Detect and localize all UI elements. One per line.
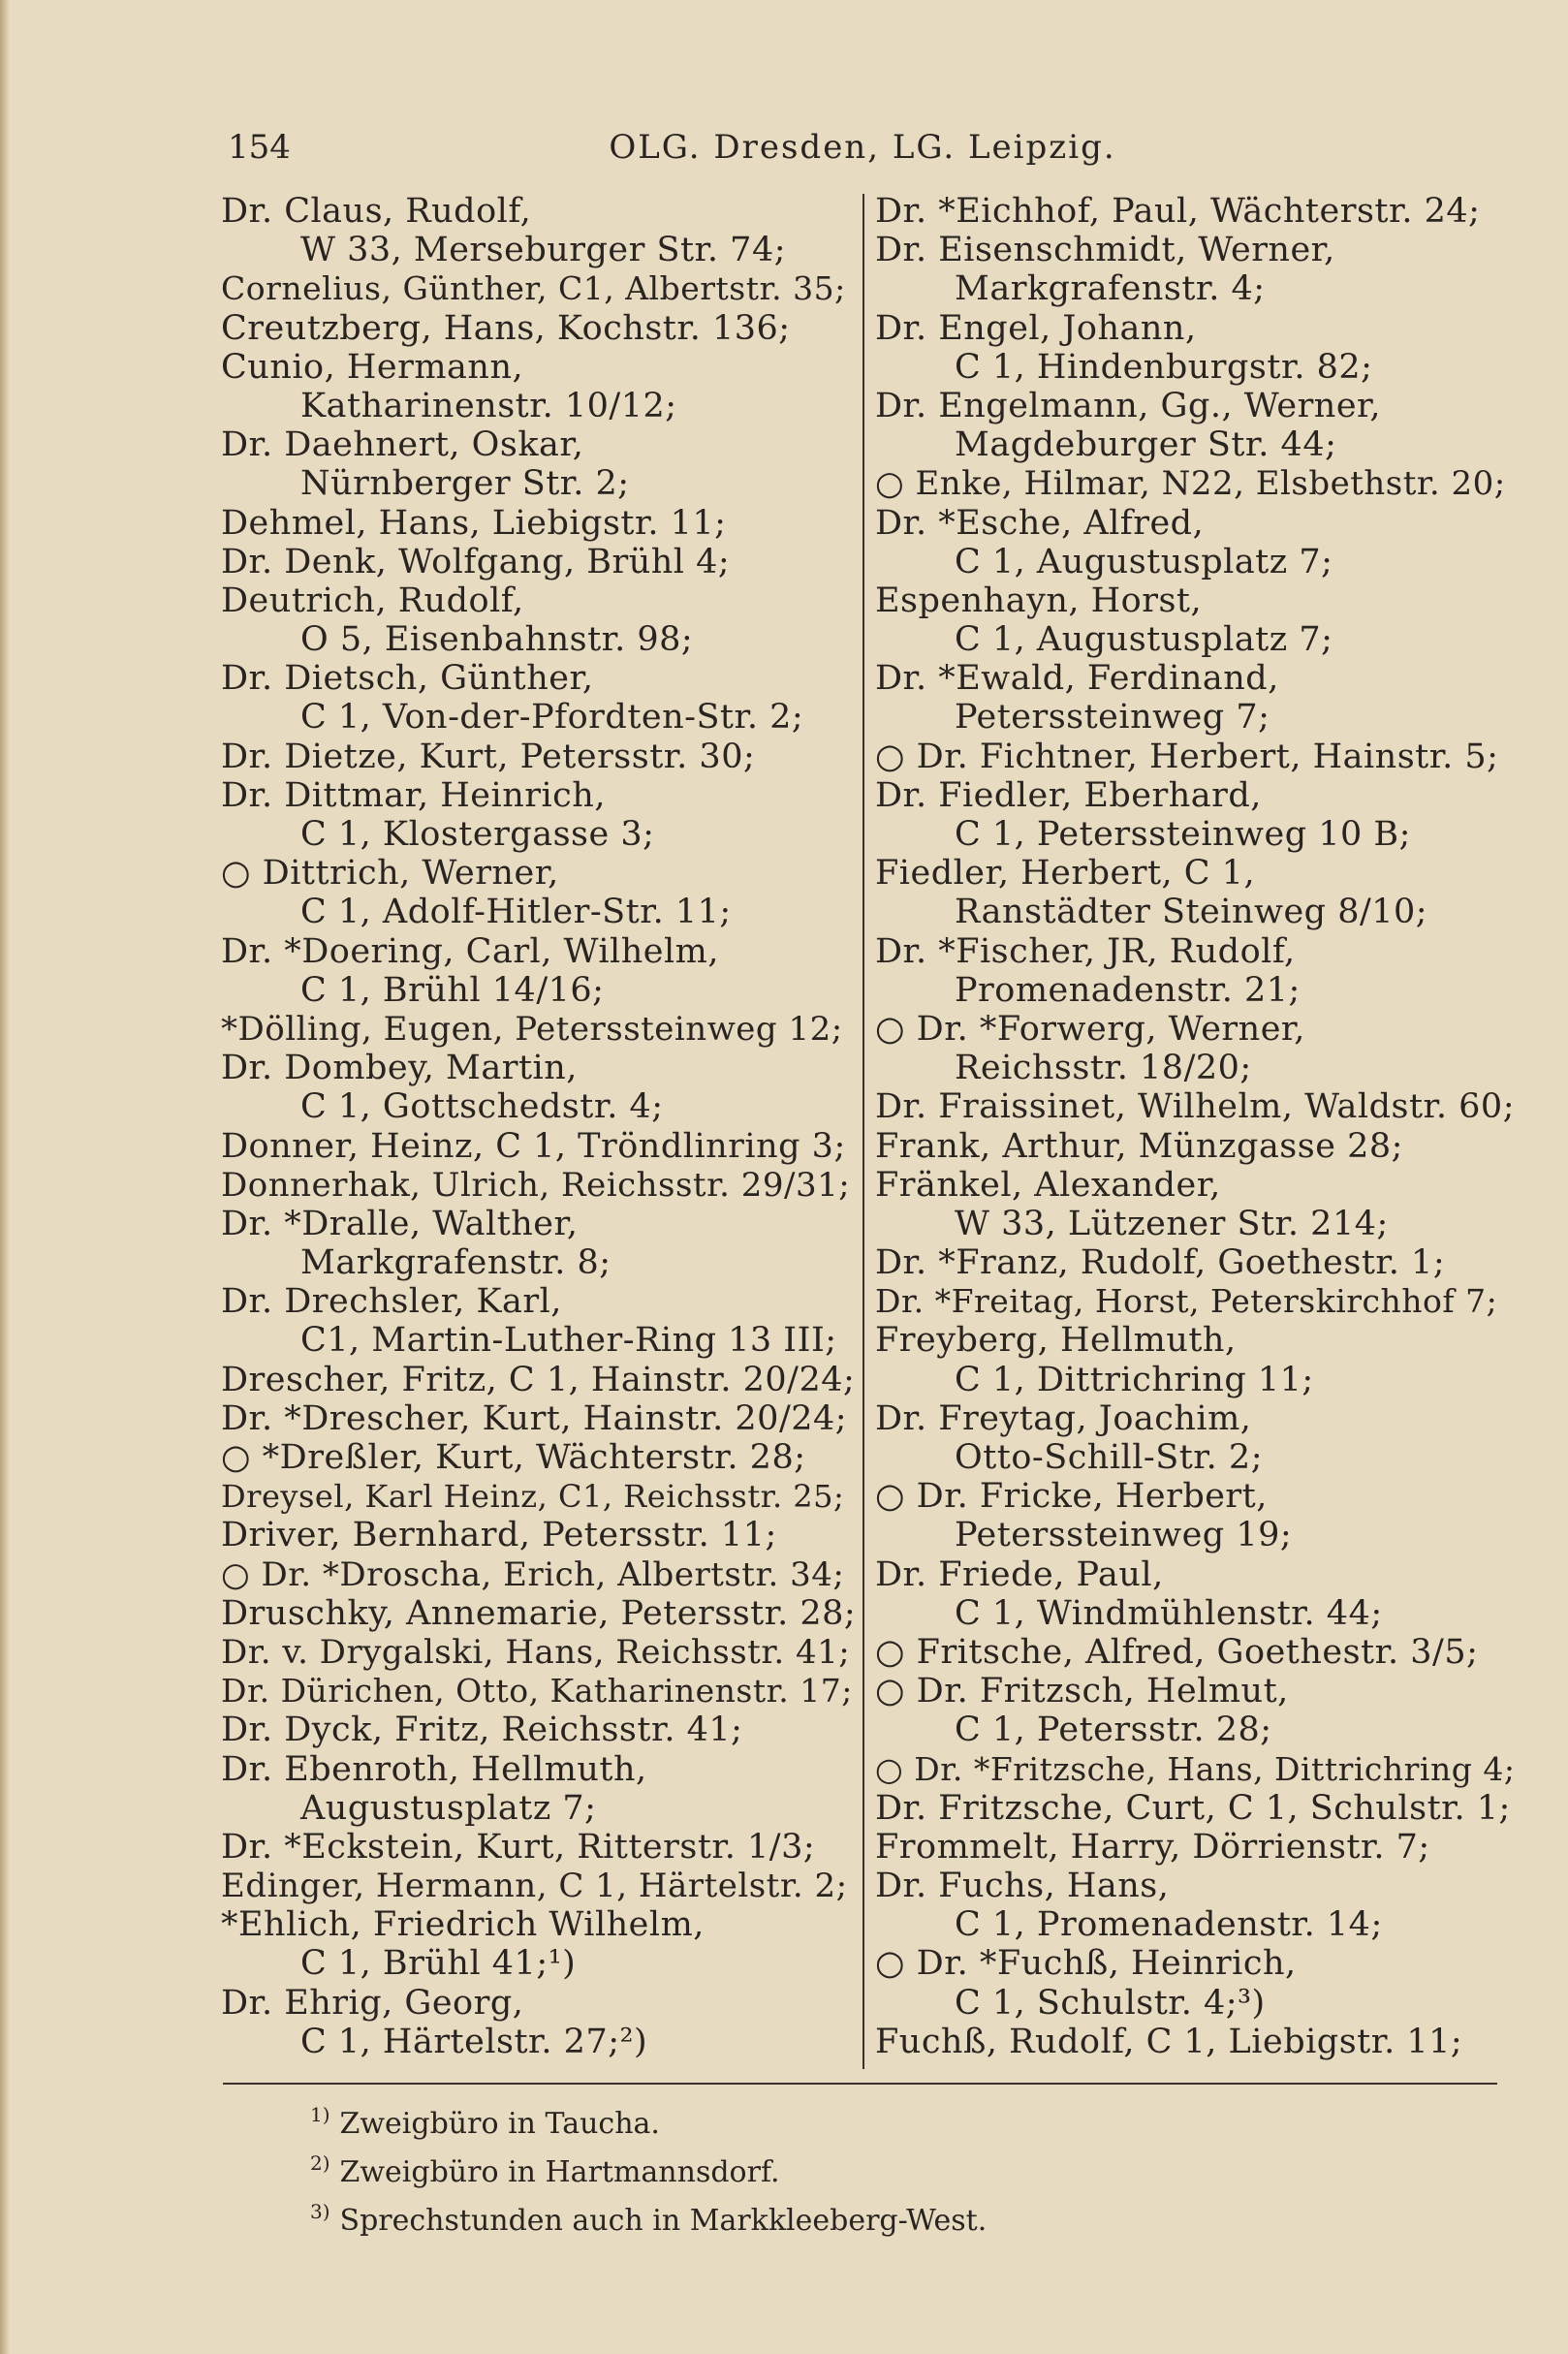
directory-entry-line: C 1, Brühl 14/16; [300,970,605,1010]
directory-entry-line: C 1, Petersstr. 28; [955,1711,1272,1750]
page-edge [0,0,10,2354]
directory-entry-line: Dr. *Esche, Alfred, [875,503,1205,543]
directory-entry-line: Dr. Claus, Rudolf, [221,192,532,231]
directory-entry-line: Dr. Drechsler, Karl, [221,1282,562,1322]
directory-entry-line: Dr. Dietsch, Günther, [221,659,594,699]
footnote [310,2144,987,2192]
directory-entry-line: Cornelius, Günther, C1, Albertstr. 35; [221,269,846,308]
directory-entry-line: Frommelt, Harry, Dörrienstr. 7; [875,1827,1430,1867]
left-column [221,192,856,2061]
footnote-rule [223,2083,1497,2085]
directory-entry-line: Dehmel, Hans, Liebigstr. 11; [221,503,727,543]
directory-entry-line: C 1, Gottschedstr. 4; [300,1087,664,1127]
directory-entry-line: ○ Dr. Fricke, Herbert, [875,1477,1268,1517]
directory-entry-line: W 33, Merseburger Str. 74; [300,231,787,270]
directory-entry-line: *Ehlich, Friedrich Wilhelm, [221,1905,705,1945]
directory-entry-line: ○ Dr. Fritzsch, Helmut, [875,1672,1289,1711]
directory-entry-line: Dr. *Doering, Carl, Wilhelm, [221,931,719,971]
directory-entry-line: ○ *Dreßler, Kurt, Wächterstr. 28; [221,1438,806,1477]
directory-entry-line: ○ Dittrich, Werner, [221,854,559,894]
directory-entry-line: Druschky, Annemarie, Petersstr. 28; [221,1593,857,1633]
directory-entry-line: C 1, Augustusplatz 7; [955,542,1333,581]
directory-entry-line: Dr. Dietze, Kurt, Petersstr. 30; [221,737,756,776]
directory-entry-line: C 1, Augustusplatz 7; [955,620,1333,660]
directory-entry-line: Dr. Ehrig, Georg, [221,1983,524,2023]
directory-entry-line: Otto-Schill-Str. 2; [955,1438,1263,1477]
directory-entry-line: Edinger, Hermann, C 1, Härtelstr. 2; [221,1867,848,1906]
directory-entry-line: Drescher, Fritz, C 1, Hainstr. 20/24; [221,1360,856,1399]
directory-entry-line: Dr. Fraissinet, Wilhelm, Waldstr. 60; [875,1087,1515,1127]
directory-entry-line: Dr. Fuchs, Hans, [875,1867,1170,1906]
footnote [310,2095,987,2144]
directory-entry-line: Dreysel, Karl Heinz, C1, Reichsstr. 25; [221,1478,845,1516]
directory-entry-line: Dr. *Eichhof, Paul, Wächterstr. 24; [875,192,1481,231]
directory-entry-line: ○ Enke, Hilmar, N22, Elsbethstr. 20; [875,464,1506,504]
directory-entry-line: C 1, Schulstr. 4;³) [955,1983,1266,2023]
directory-entry-line: Frank, Arthur, Münzgasse 28; [875,1126,1403,1166]
directory-entry-line: Dr. Dürichen, Otto, Katharinenstr. 17; [221,1672,853,1711]
directory-entry-line: Espenhayn, Horst, [875,581,1203,620]
directory-entry-line: Peterssteinweg 7; [955,698,1270,738]
directory-entry-line: Dr. *Fischer, JR, Rudolf, [875,931,1296,971]
directory-entry-line: Dr. Friede, Paul, [875,1554,1164,1594]
directory-entry-line: Katharinenstr. 10/12; [300,386,677,425]
footnote-mark: 3) [310,2200,330,2223]
directory-entry-line: Fiedler, Herbert, C 1, [875,854,1256,894]
footnote [310,2192,987,2241]
directory-entry-line: C 1, Von-der-Pfordten-Str. 2; [300,698,804,738]
footnote-text: Zweigbüro in Hartmannsdorf. [339,2155,780,2189]
directory-entry-line: Dr. Dyck, Fritz, Reichsstr. 41; [221,1711,743,1750]
directory-entry-line: Donner, Heinz, C 1, Tröndlinring 3; [221,1126,846,1166]
directory-entry-line: C1, Martin-Luther-Ring 13 III; [300,1321,837,1361]
directory-entry-line: C 1, Klostergasse 3; [300,815,655,854]
directory-entry-line: Dr. *Franz, Rudolf, Goethestr. 1; [875,1243,1446,1283]
directory-entry-line: Promenadenstr. 21; [955,970,1301,1010]
footnote-mark: 2) [310,2151,330,2175]
directory-entry-line: Dr. *Ewald, Ferdinand, [875,659,1279,699]
directory-entry-line: ○ Dr. *Forwerg, Werner, [875,1009,1305,1049]
directory-entry-line: Magdeburger Str. 44; [955,425,1337,465]
directory-entry-line: Dr. *Freitag, Horst, Peterskirchhof 7; [875,1282,1498,1321]
directory-entry-line: ○ Dr. *Fuchß, Heinrich, [875,1944,1297,1984]
directory-entry-line: C 1, Dittrichring 11; [955,1360,1314,1399]
directory-entry-line: C 1, Promenadenstr. 14; [955,1905,1383,1945]
directory-entry-line: Dr. *Dralle, Walther, [221,1204,579,1243]
directory-entry-line: ○ Dr. *Fritzsche, Hans, Dittrichring 4; [875,1749,1516,1788]
directory-entry-line: W 33, Lützener Str. 214; [955,1204,1389,1243]
directory-entry-line: Fränkel, Alexander, [875,1165,1221,1205]
column-divider [862,194,864,2069]
page-number: 154 [228,128,291,167]
directory-entry-line: Dr. Eisenschmidt, Werner, [875,231,1335,270]
directory-entry-line: C 1, Härtelstr. 27;²) [300,2022,648,2061]
directory-entry-line: Markgrafenstr. 8; [300,1243,612,1283]
directory-entry-line: Augustusplatz 7; [300,1788,597,1828]
directory-entry-line: Dr. Daehnert, Oskar, [221,425,584,465]
directory-entry-line: C 1, Adolf-Hitler-Str. 11; [300,893,732,932]
directory-entry-line: O 5, Eisenbahnstr. 98; [300,620,694,660]
directory-entry-line: Creutzberg, Hans, Kochstr. 136; [221,308,791,348]
directory-entry-line: Freyberg, Hellmuth, [875,1321,1237,1361]
directory-entry-line: C 1, Hindenburgstr. 82; [955,347,1373,387]
footnote-text: Sprechstunden auch in Markkleeberg-West. [339,2204,988,2238]
directory-entry-line: ○ Fritsche, Alfred, Goethestr. 3/5; [875,1632,1479,1672]
directory-entry-line: Dr. Ebenroth, Hellmuth, [221,1749,647,1789]
directory-entry-line: Dr. Denk, Wolfgang, Brühl 4; [221,542,731,581]
running-head: OLG. Dresden, LG. Leipzig. [609,128,1116,167]
directory-entry-line: Ranstädter Steinweg 8/10; [955,893,1428,932]
directory-entry-line: Driver, Bernhard, Petersstr. 11; [221,1516,777,1555]
directory-entry-line: *Dölling, Eugen, Peterssteinweg 12; [221,1009,843,1049]
directory-entry-line: Markgrafenstr. 4; [955,269,1266,309]
footnote-text: Zweigbüro in Taucha. [339,2107,660,2141]
directory-entry-line: Dr. Engelmann, Gg., Werner, [875,386,1382,425]
footnotes [310,2095,987,2241]
directory-entry-line: Dr. v. Drygalski, Hans, Reichsstr. 41; [221,1632,851,1672]
directory-entry-line: ○ Dr. Fichtner, Herbert, Hainstr. 5; [875,737,1499,776]
footnote-mark: 1) [310,2103,330,2126]
directory-entry-line: Nürnberger Str. 2; [300,464,630,504]
directory-entry-line: C 1, Brühl 41;¹) [300,1944,577,1984]
page-header [228,128,1497,174]
directory-entry-line: Dr. Freytag, Joachim, [875,1398,1252,1438]
directory-entry-line: Dr. Fritzsche, Curt, C 1, Schulstr. 1; [875,1788,1511,1828]
directory-entry-line: Fuchß, Rudolf, C 1, Liebigstr. 11; [875,2022,1463,2061]
directory-entry-line: C 1, Windmühlenstr. 44; [955,1593,1383,1633]
directory-entry-line: Deutrich, Rudolf, [221,581,524,620]
directory-entry-line: Cunio, Hermann, [221,347,524,387]
directory-entry-line: Dr. Fiedler, Eberhard, [875,775,1262,815]
directory-entry-line: Dr. Dittmar, Heinrich, [221,775,606,815]
directory-entry-line: ○ Dr. *Droscha, Erich, Albertstr. 34; [221,1554,845,1594]
directory-entry-line: Reichsstr. 18/20; [955,1049,1252,1088]
directory-entry-line: Dr. *Drescher, Kurt, Hainstr. 20/24; [221,1398,848,1438]
right-column [875,192,1515,2061]
directory-entry-line: Dr. Dombey, Martin, [221,1049,578,1088]
directory-entry-line: Dr. Engel, Johann, [875,308,1197,348]
directory-entry-line: Dr. *Eckstein, Kurt, Ritterstr. 1/3; [221,1827,816,1867]
directory-entry-line: Peterssteinweg 19; [955,1516,1293,1555]
directory-entry-line: C 1, Peterssteinweg 10 B; [955,815,1411,854]
directory-entry-line: Donnerhak, Ulrich, Reichsstr. 29/31; [221,1165,851,1205]
